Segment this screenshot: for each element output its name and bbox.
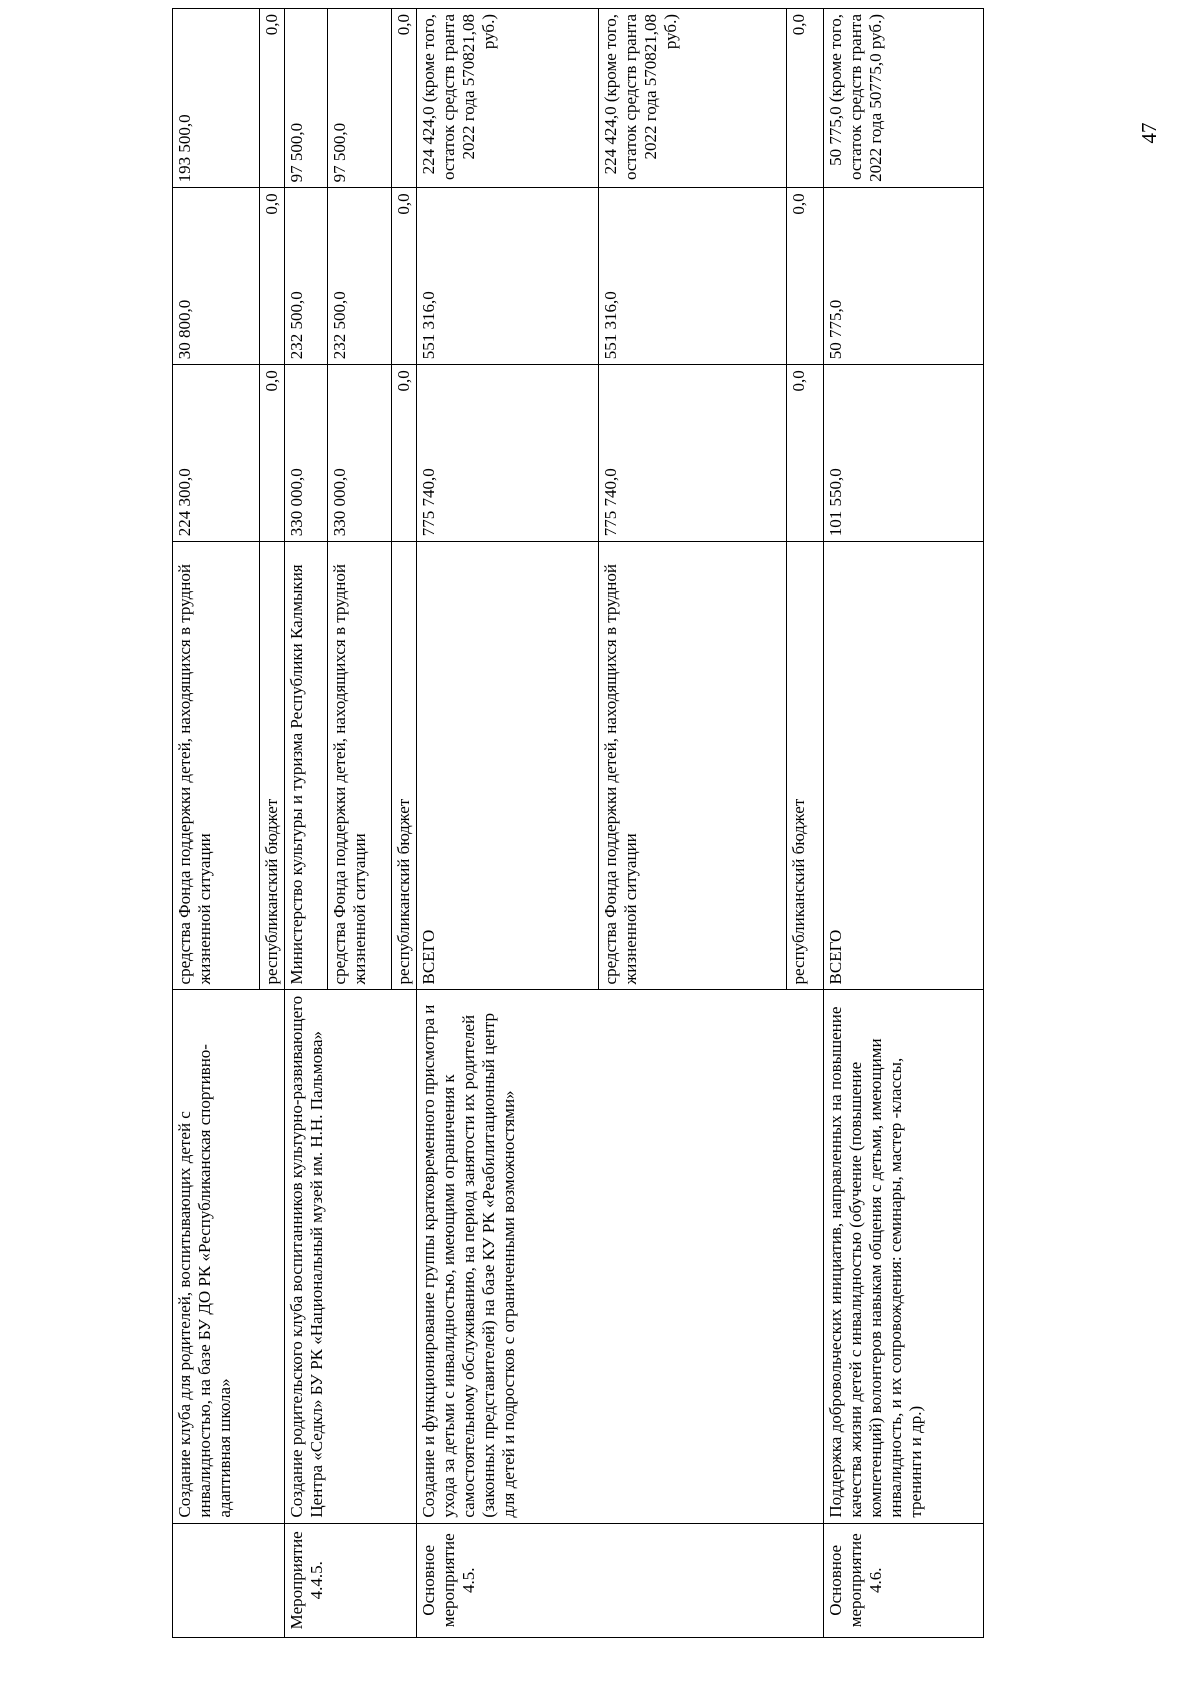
- activity-code-cell: Основное мероприятие 4.5.: [417, 1523, 824, 1637]
- value-2023-cell: 330 000,0: [285, 365, 328, 542]
- funding-source-cell: республиканский бюджет: [392, 542, 417, 990]
- value-2023-cell: 0,0: [392, 365, 417, 542]
- value-2024-cell: 50 775,0: [824, 188, 984, 365]
- value-2024-cell: 232 500,0: [285, 188, 328, 365]
- funding-source-cell: ВСЕГО: [824, 542, 984, 990]
- value-2025-cell: 0,0: [787, 9, 824, 188]
- value-2024-cell: 0,0: [260, 188, 285, 365]
- value-2025-cell: 97 500,0: [285, 9, 328, 188]
- value-2024-cell: 551 316,0: [417, 188, 599, 365]
- table-row: [417, 9, 599, 1638]
- activity-desc-cell: Поддержка добровольческих инициатив, направленных на повышение качества жизни детей с инвалидностью (обучение (повышение компетенций) волонтеров навыкам общения с детьми, имеющими инвалидность, и их сопровождения: семинары, мастер -классы, тренинги и др.): [824, 990, 984, 1523]
- value-2023-cell: 0,0: [260, 365, 285, 542]
- funding-table: [172, 8, 984, 1638]
- value-2025-cell: 0,0: [260, 9, 285, 188]
- activity-desc-cell: Создание родительского клуба воспитанников культурно-развивающего Центра «Седкл» БУ РК «Национальный музей им. Н.Н. Пальмова»: [285, 990, 417, 1523]
- activity-desc-cell: Создание и функционирование группы кратковременного присмотра и ухода за детьми с инвалидностью, имеющими ограничения к самостоятельному обслуживанию, на период занятости их родителей (законных представителей) на базе КУ РК «Реабилитационный центр для детей и подростков с ограниченными возможностями»: [417, 990, 824, 1523]
- value-2023-cell: 330 000,0: [328, 365, 392, 542]
- activity-code-cell: [173, 1523, 285, 1637]
- value-2023-cell: 224 300,0: [173, 365, 260, 542]
- value-2024-cell: 30 800,0: [173, 188, 260, 365]
- funding-source-cell: средства Фонда поддержки детей, находящихся в трудной жизненной ситуации: [328, 542, 392, 990]
- value-2023-cell: 775 740,0: [599, 365, 787, 542]
- table-row: [173, 9, 260, 1638]
- funding-source-cell: Министерство культуры и туризма Республики Калмыкия: [285, 542, 328, 990]
- value-2024-cell: 0,0: [787, 188, 824, 365]
- funding-source-cell: республиканский бюджет: [260, 542, 285, 990]
- value-2023-cell: 101 550,0: [824, 365, 984, 542]
- activity-desc-cell: Создание клуба для родителей, воспитывающих детей с инвалидностью, на базе БУ ДО РК «Республиканская спортивно-адаптивная школа»: [173, 990, 285, 1523]
- rotated-content: [172, 8, 1097, 1638]
- funding-source-cell: ВСЕГО: [417, 542, 599, 990]
- table-row: [824, 9, 984, 1638]
- value-2024-cell: 0,0: [392, 188, 417, 365]
- value-2023-cell: 0,0: [787, 365, 824, 542]
- value-2023-cell: 775 740,0: [417, 365, 599, 542]
- value-2025-cell: 193 500,0: [173, 9, 260, 188]
- value-2025-cell: 224 424,0 (кроме того, остаток средств гранта 2022 года 570821,08 руб.): [417, 9, 599, 188]
- value-2025-cell: 97 500,0: [328, 9, 392, 188]
- value-2025-cell: 50 775,0 (кроме того, остаток средств гранта 2022 года 50775,0 руб.): [824, 9, 984, 188]
- funding-source-cell: средства Фонда поддержки детей, находящихся в трудной жизненной ситуации: [599, 542, 787, 990]
- funding-source-cell: средства Фонда поддержки детей, находящихся в трудной жизненной ситуации: [173, 542, 260, 990]
- value-2025-cell: 0,0: [392, 9, 417, 188]
- funding-source-cell: республиканский бюджет: [787, 542, 824, 990]
- value-2024-cell: 232 500,0: [328, 188, 392, 365]
- table-row: [285, 9, 328, 1638]
- page-number: 47: [1137, 122, 1161, 144]
- value-2025-cell: 224 424,0 (кроме того, остаток средств гранта 2022 года 570821,08 руб.): [599, 9, 787, 188]
- activity-code-cell: Мероприятие 4.4.5.: [285, 1523, 417, 1637]
- activity-code-cell: Основное мероприятие 4.6.: [824, 1523, 984, 1637]
- value-2024-cell: 551 316,0: [599, 188, 787, 365]
